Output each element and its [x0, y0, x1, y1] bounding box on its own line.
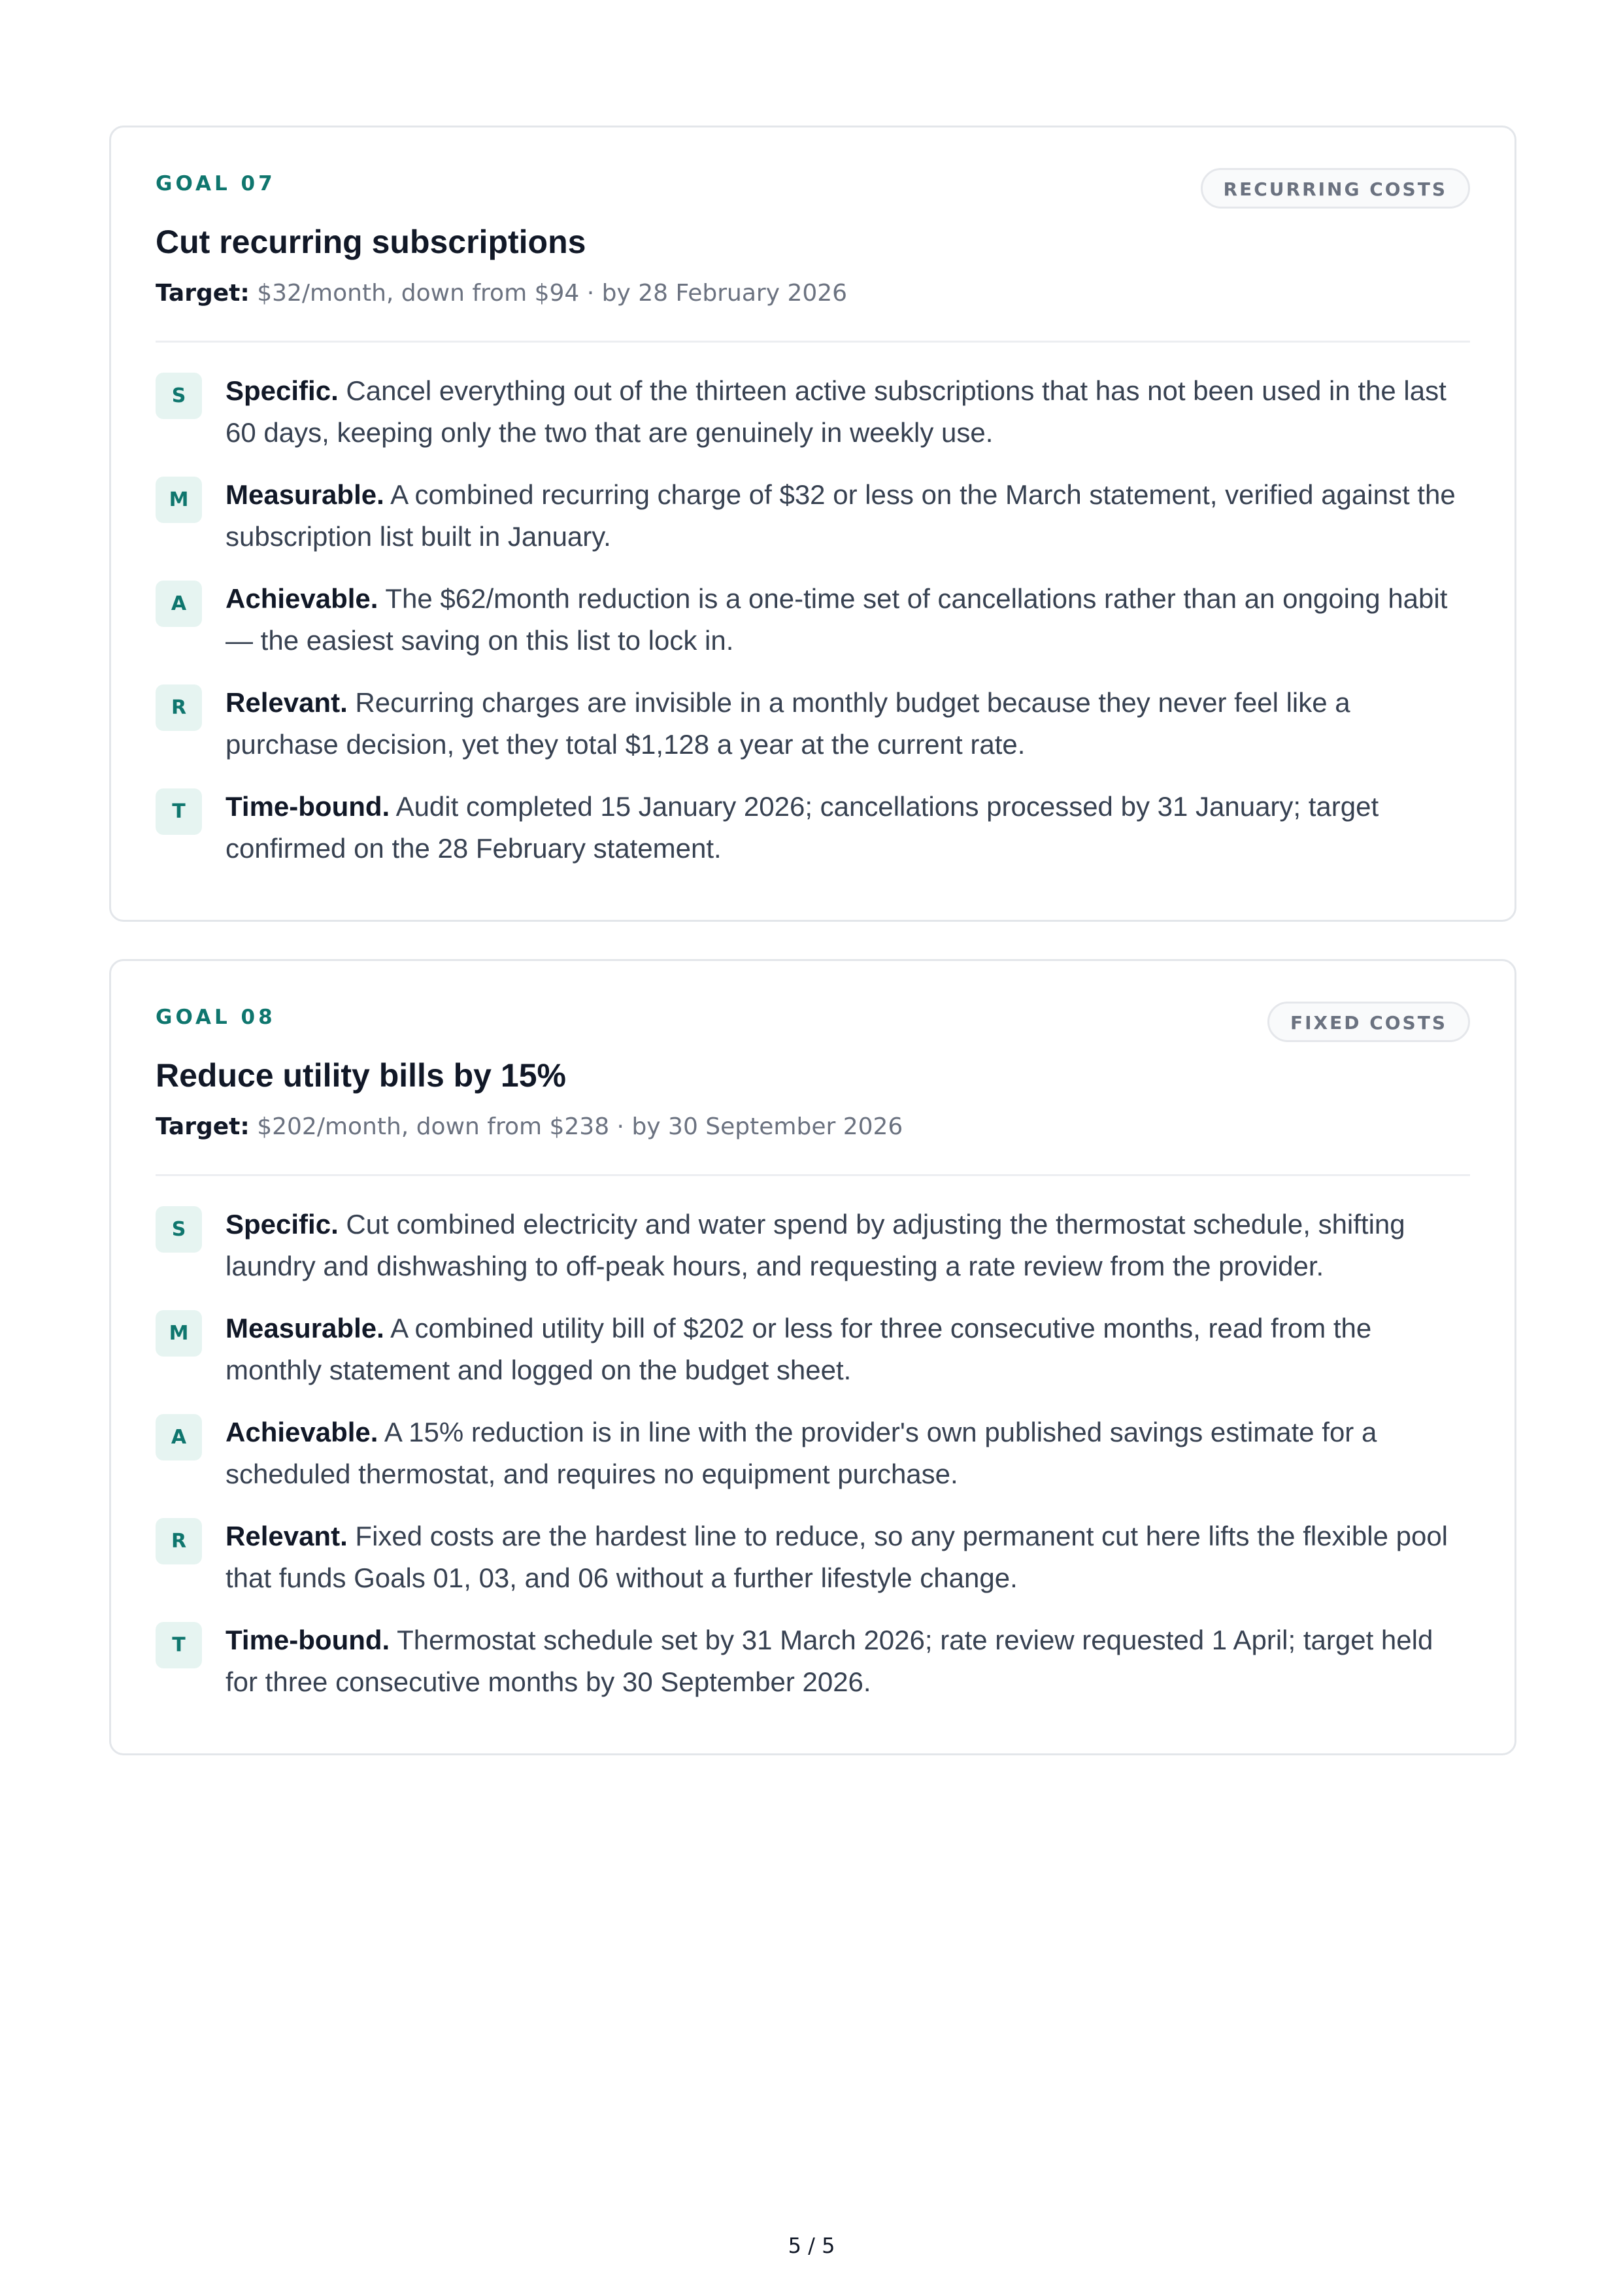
smart-description [226, 1515, 1470, 1599]
smart-item-time-bound [156, 1619, 1470, 1703]
smart-body: Thermostat schedule set by 31 March 2026; rate review requested 1 April; target held for three consecutive months by 30 September 2026. [226, 1625, 1433, 1697]
smart-heading: Achievable. [226, 1417, 378, 1447]
smart-letter-badge: A [156, 1414, 202, 1460]
goal-number: GOAL 07 [156, 172, 276, 195]
target-value: $202/month, down from $238 · by 30 September 2026 [257, 1113, 903, 1140]
target-value: $32/month, down from $94 · by 28 February 2026 [257, 280, 848, 307]
page-number: 5 / 5 [788, 2233, 835, 2258]
smart-description [226, 1204, 1470, 1287]
goal-header [156, 168, 1470, 233]
smart-heading: Specific. [226, 375, 339, 406]
smart-item-time-bound [156, 786, 1470, 869]
smart-criteria-list [156, 1204, 1470, 1703]
goal-header [156, 1002, 1470, 1067]
goal-number: GOAL 08 [156, 1005, 276, 1029]
goal-title: Reduce utility bills by 15% [156, 1057, 566, 1094]
smart-letter-badge: T [156, 788, 202, 835]
divider [156, 1174, 1470, 1176]
target-label: Target: [156, 280, 250, 307]
smart-body: A combined recurring charge of $32 or less on the March statement, verified against the subscription list built in January. [226, 479, 1456, 552]
smart-letter-badge: M [156, 1310, 202, 1357]
smart-description [226, 682, 1470, 766]
smart-heading: Relevant. [226, 1521, 348, 1551]
goal-category-tag: FIXED COSTS [1267, 1002, 1470, 1042]
smart-body: Recurring charges are invisible in a monthly budget because they never feel like a purchase decision, yet they total $1,128 a year at the current rate. [226, 687, 1350, 760]
smart-heading: Specific. [226, 1209, 339, 1240]
smart-heading: Relevant. [226, 687, 348, 718]
goal-target [156, 1107, 1470, 1147]
smart-letter-badge: T [156, 1622, 202, 1668]
smart-body: A 15% reduction is in line with the provider's own published savings estimate for a scheduled thermostat, and requires no equipment purchase. [226, 1417, 1377, 1489]
goal-title: Cut recurring subscriptions [156, 224, 586, 260]
smart-description [226, 1411, 1470, 1495]
smart-item-measurable [156, 474, 1470, 558]
smart-description [226, 1619, 1470, 1703]
smart-description [226, 1308, 1470, 1391]
smart-description [226, 578, 1470, 662]
smart-description [226, 474, 1470, 558]
smart-body: Cut combined electricity and water spend by adjusting the thermostat schedule, shifting laundry and dishwashing to off-peak hours, and requesting a rate review from the provider. [226, 1209, 1405, 1281]
goal-category-tag: RECURRING COSTS [1201, 168, 1470, 209]
smart-body: The $62/month reduction is a one-time set of cancellations rather than an ongoing habit — the easiest saving on this list to lock in. [226, 583, 1448, 656]
smart-body: Audit completed 15 January 2026; cancellations processed by 31 January; target confirmed on the 28 February statement. [226, 791, 1379, 864]
smart-item-specific [156, 1204, 1470, 1287]
smart-item-relevant [156, 682, 1470, 766]
smart-body: A combined utility bill of $202 or less for three consecutive months, read from the monthly statement and logged on the budget sheet. [226, 1313, 1372, 1385]
smart-criteria-list [156, 370, 1470, 869]
smart-heading: Time-bound. [226, 791, 390, 822]
smart-letter-badge: S [156, 1206, 202, 1253]
smart-letter-badge: M [156, 477, 202, 523]
smart-letter-badge: S [156, 373, 202, 419]
smart-letter-badge: R [156, 684, 202, 731]
goal-card [109, 959, 1516, 1755]
smart-item-relevant [156, 1515, 1470, 1599]
smart-letter-badge: A [156, 581, 202, 627]
smart-description [226, 370, 1470, 454]
smart-item-achievable [156, 578, 1470, 662]
smart-body: Cancel everything out of the thirteen active subscriptions that has not been used in the last 60 days, keeping only the two that are genuinely in weekly use. [226, 375, 1447, 448]
smart-item-achievable [156, 1411, 1470, 1495]
target-label: Target: [156, 1113, 250, 1140]
smart-letter-badge: R [156, 1518, 202, 1564]
goal-target [156, 274, 1470, 313]
goal-card [109, 126, 1516, 922]
smart-heading: Measurable. [226, 479, 384, 510]
smart-heading: Time-bound. [226, 1625, 390, 1655]
smart-item-specific [156, 370, 1470, 454]
smart-heading: Achievable. [226, 583, 378, 614]
smart-description [226, 786, 1470, 869]
divider [156, 341, 1470, 343]
smart-item-measurable [156, 1308, 1470, 1391]
smart-body: Fixed costs are the hardest line to reduce, so any permanent cut here lifts the flexible pool that funds Goals 01, 03, and 06 without a further lifestyle change. [226, 1521, 1448, 1593]
smart-heading: Measurable. [226, 1313, 384, 1343]
